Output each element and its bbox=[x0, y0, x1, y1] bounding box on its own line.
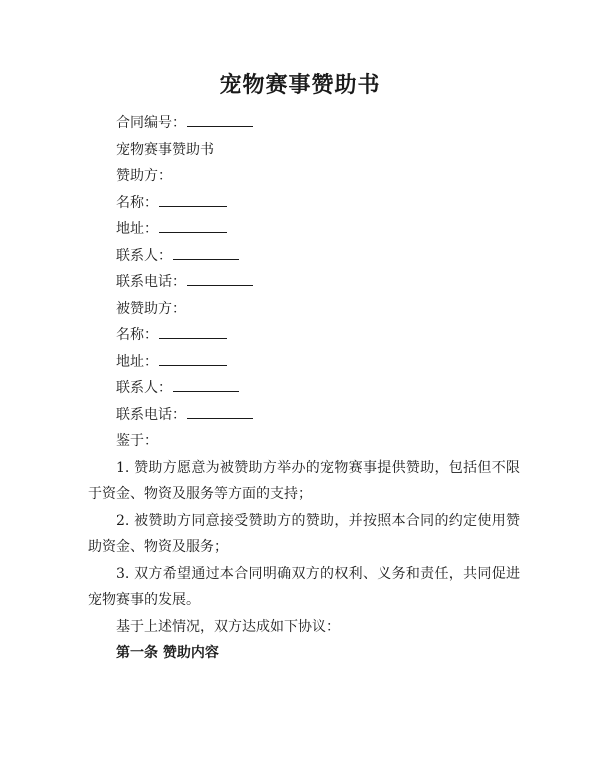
whereas-label: 鉴于： bbox=[116, 433, 158, 449]
sponsor-phone-line bbox=[88, 269, 520, 296]
sponsee-phone-label: 联系电话： bbox=[116, 406, 186, 423]
sponsee-address-line bbox=[88, 349, 520, 376]
sponsor-address-label: 地址： bbox=[116, 221, 158, 237]
clause-1: 1. 赞助方愿意为被赞助方举办的宠物赛事提供赞助，包括但不限于资金、物资及服务等方面的支持； bbox=[88, 459, 520, 502]
sponsee-name-blank bbox=[159, 323, 227, 339]
document-subtitle: 宠物赛事赞助书 bbox=[116, 141, 214, 158]
contract-number-line bbox=[88, 110, 520, 137]
sponsee-address-blank bbox=[159, 350, 227, 366]
document-title: 宠物赛事赞助书 bbox=[219, 72, 381, 98]
sponsor-contact-line bbox=[88, 243, 520, 270]
sponsor-address-blank bbox=[159, 217, 227, 233]
sponsee-contact-blank bbox=[173, 376, 239, 392]
sponsor-contact-blank bbox=[173, 244, 239, 260]
sponsor-name-label: 名称： bbox=[116, 194, 158, 211]
sponsor-contact-label: 联系人： bbox=[116, 247, 172, 264]
sponsor-address-line bbox=[88, 216, 520, 243]
agreement-intro: 基于上述情况，双方达成如下协议： bbox=[116, 618, 340, 635]
sponsee-phone-blank bbox=[187, 403, 253, 419]
sponsee-address-label: 地址： bbox=[116, 353, 158, 370]
sponsee-name-label: 名称： bbox=[116, 327, 158, 343]
clause-2: 2. 被赞助方同意接受赞助方的赞助，并按照本合同的约定使用赞助资金、物资及服务； bbox=[88, 512, 520, 555]
contract-number-blank bbox=[187, 111, 253, 127]
contract-number-label: 合同编号： bbox=[116, 115, 186, 131]
sponsor-name-blank bbox=[159, 191, 227, 207]
sponsor-heading: 赞助方： bbox=[116, 168, 172, 184]
sponsee-phone-line bbox=[88, 402, 520, 429]
sponsor-phone-label: 联系电话： bbox=[116, 274, 186, 290]
document-body bbox=[88, 110, 520, 667]
sponsor-phone-blank bbox=[187, 270, 253, 286]
sponsor-name-line bbox=[88, 190, 520, 217]
sponsee-contact-label: 联系人： bbox=[116, 380, 172, 396]
sponsee-name-line bbox=[88, 322, 520, 349]
sponsee-heading: 被赞助方： bbox=[116, 300, 186, 317]
sponsee-contact-line bbox=[88, 375, 520, 402]
article-one-heading: 第一条 赞助内容 bbox=[116, 645, 219, 661]
clause-3: 3. 双方希望通过本合同明确双方的权利、义务和责任，共同促进宠物赛事的发展。 bbox=[88, 565, 520, 608]
